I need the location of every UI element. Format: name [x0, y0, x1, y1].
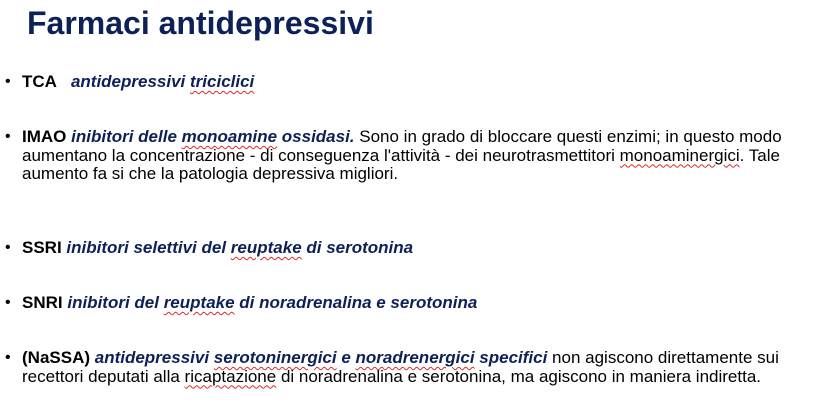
- spellcheck-word: monoaminergici: [619, 145, 740, 165]
- definition-part: e: [336, 348, 356, 367]
- definition-part: inibitori del: [62, 293, 164, 312]
- spellcheck-word: reuptake: [230, 238, 302, 257]
- bullet-dot: •: [5, 349, 11, 366]
- definition-part: ossidasi.: [277, 127, 355, 146]
- definition: [71, 72, 254, 91]
- bullet-item-tca: [0, 73, 800, 92]
- spellcheck-word: reuptake: [163, 293, 235, 312]
- abbreviation: (NaSSA): [22, 348, 91, 367]
- bullet-text: [22, 294, 800, 313]
- abbreviation: SNRI: [22, 293, 63, 312]
- bullet-text: [22, 128, 800, 184]
- bullet-text: [22, 349, 800, 386]
- bullet-text: [22, 239, 800, 258]
- definition-part: antidepressivi: [90, 348, 214, 367]
- spellcheck-word: noradrenergici: [355, 348, 475, 367]
- spellcheck-word: triciclici: [190, 72, 255, 91]
- abbreviation: TCA: [22, 72, 57, 91]
- description-part: . Tale aumento fa si che la patologia depressiva migliori.: [22, 145, 780, 183]
- abbreviation: IMAO: [22, 127, 67, 146]
- definition-part: specifici: [474, 348, 548, 367]
- slide-title: Farmaci antidepressivi: [27, 5, 374, 41]
- bullet-dot: •: [5, 294, 11, 311]
- definition: [90, 348, 547, 367]
- definition: [66, 127, 354, 146]
- bullet-item-imao: [0, 128, 800, 184]
- definition-part: inibitori selettivi del: [61, 238, 231, 257]
- definition-part: di noradrenalina e serotonina: [234, 293, 478, 312]
- bullet-item-snri: [0, 294, 800, 313]
- bullet-text: [22, 73, 800, 92]
- bullet-dot: •: [5, 73, 11, 90]
- spellcheck-word: monoamine: [181, 127, 278, 146]
- definition: [63, 293, 478, 312]
- bullet-item-nassa: [0, 349, 800, 386]
- definition: [62, 238, 413, 257]
- description-part: di noradrenalina e serotonina, ma agiscono in maniera indiretta.: [276, 366, 762, 386]
- description-part: non agiscono direttamente sui recettori deputati alla: [22, 348, 779, 386]
- bullet-dot: •: [5, 128, 11, 145]
- spellcheck-word: serotoninergici: [213, 348, 337, 367]
- definition-part: antidepressivi: [70, 72, 191, 91]
- definition-part: inibitori delle: [71, 127, 182, 146]
- description-part: Sono in grado di bloccare questi enzimi; in questo modo aumentano la concentrazione - di conseguenza l'attività - dei neurotrasmettitori: [22, 127, 782, 165]
- spellcheck-word: ricaptazione: [184, 366, 277, 386]
- bullet-dot: •: [5, 239, 11, 256]
- abbreviation: SSRI: [22, 238, 62, 257]
- definition-part: di serotonina: [301, 238, 414, 257]
- bullet-item-ssri: [0, 239, 800, 258]
